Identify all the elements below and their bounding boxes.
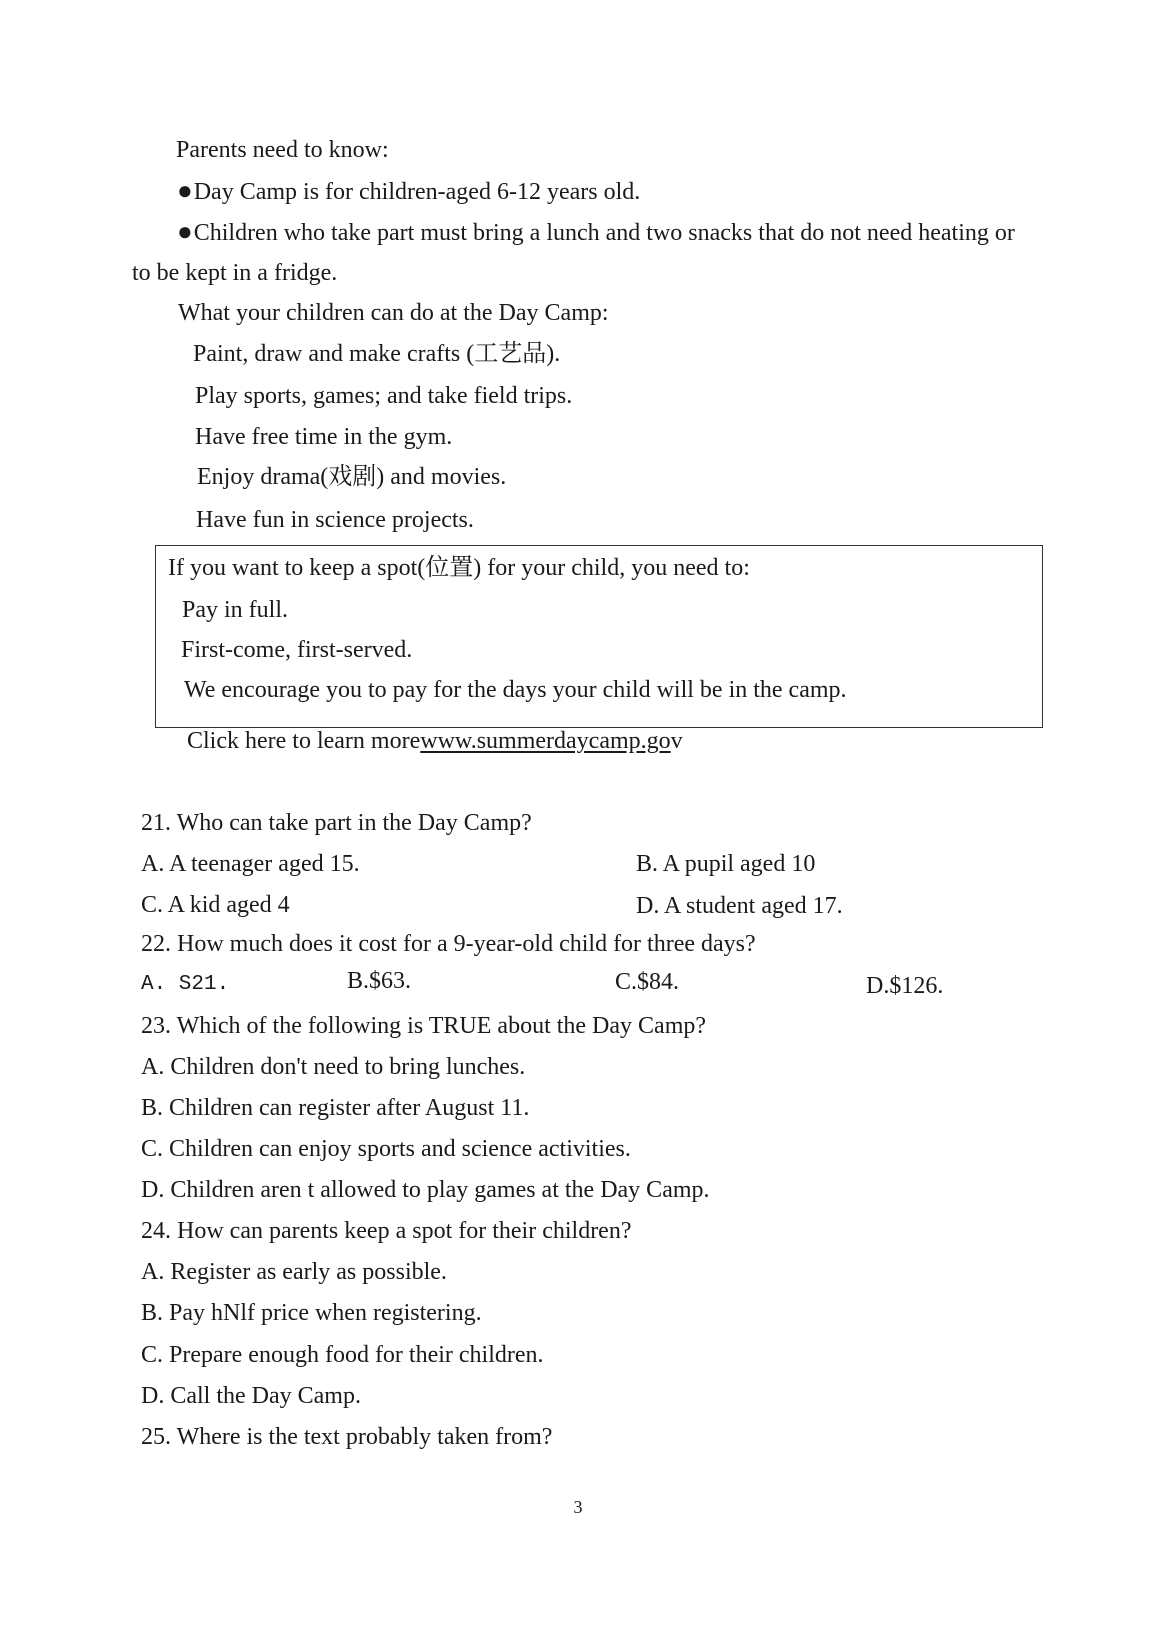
info-heading: Parents need to know: bbox=[176, 137, 389, 163]
question-21-option-b: B. A pupil aged 10 bbox=[636, 851, 816, 877]
activity-item: Have free time in the gym. bbox=[195, 424, 453, 450]
question-21-stem: 21. Who can take part in the Day Camp? bbox=[141, 810, 532, 836]
website-link[interactable]: www.summerdaycamp.go bbox=[420, 728, 671, 754]
activities-heading: What your children can do at the Day Camp: bbox=[178, 300, 609, 326]
question-21-option-a: A. A teenager aged 15. bbox=[141, 851, 360, 877]
question-22-option-a: A. S21. bbox=[141, 973, 230, 996]
bullet-item-lunch bbox=[177, 217, 1015, 248]
question-24-stem: 24. How can parents keep a spot for their children? bbox=[141, 1218, 632, 1244]
question-22-stem: 22. How much does it cost for a 9-year-old child for three days? bbox=[141, 931, 756, 957]
bullet-item-age bbox=[177, 176, 640, 207]
question-23-option-d: D. Children aren t allowed to play games at the Day Camp. bbox=[141, 1177, 710, 1203]
question-24-option-c: C. Prepare enough food for their children. bbox=[141, 1342, 544, 1368]
question-24-option-d: D. Call the Day Camp. bbox=[141, 1383, 361, 1409]
spot-notice-item: First-come, first-served. bbox=[181, 637, 413, 663]
question-24-option-b: B. Pay hNlf price when registering. bbox=[141, 1300, 482, 1326]
question-22-option-d: D.$126. bbox=[866, 973, 944, 999]
bullet-text: Children who take part must bring a lunch and two snacks that do not need heating or bbox=[193, 220, 1015, 246]
question-24-option-a: A. Register as early as possible. bbox=[141, 1259, 447, 1285]
question-23-option-b: B. Children can register after August 11. bbox=[141, 1095, 530, 1121]
activity-item: Paint, draw and make crafts (工艺品). bbox=[193, 341, 561, 367]
question-22-option-c: C.$84. bbox=[615, 969, 680, 995]
spot-notice-item: Pay in full. bbox=[182, 597, 288, 623]
question-25-stem: 25. Where is the text probably taken from? bbox=[141, 1424, 553, 1450]
bullet-text: Day Camp is for children-aged 6-12 years old. bbox=[193, 179, 641, 205]
activity-item: Have fun in science projects. bbox=[196, 507, 474, 533]
spot-notice-heading: If you want to keep a spot(位置) for your child, you need to: bbox=[168, 555, 750, 581]
spot-notice-item: We encourage you to pay for the days your child will be in the camp. bbox=[184, 677, 847, 703]
activity-item: Play sports, games; and take field trips. bbox=[195, 383, 573, 409]
question-22-option-b: B.$63. bbox=[347, 968, 412, 994]
question-23-option-c: C. Children can enjoy sports and science activities. bbox=[141, 1136, 631, 1162]
bullet-item-lunch-continued: to be kept in a fridge. bbox=[132, 260, 338, 286]
question-21-option-d: D. A student aged 17. bbox=[636, 893, 843, 919]
learn-more-line bbox=[187, 726, 683, 756]
activity-item: Enjoy drama(戏剧) and movies. bbox=[197, 464, 507, 490]
question-23-stem: 23. Which of the following is TRUE about the Day Camp? bbox=[141, 1013, 707, 1039]
question-23-option-a: A. Children don't need to bring lunches. bbox=[141, 1054, 526, 1080]
bullet-icon: ● bbox=[177, 217, 193, 246]
question-21-option-c: C. A kid aged 4 bbox=[141, 892, 290, 918]
learn-more-prefix: Click here to learn more bbox=[187, 728, 421, 754]
learn-more-suffix: v bbox=[670, 728, 683, 754]
page-number: 3 bbox=[573, 1497, 583, 1517]
bullet-icon: ● bbox=[177, 176, 193, 205]
